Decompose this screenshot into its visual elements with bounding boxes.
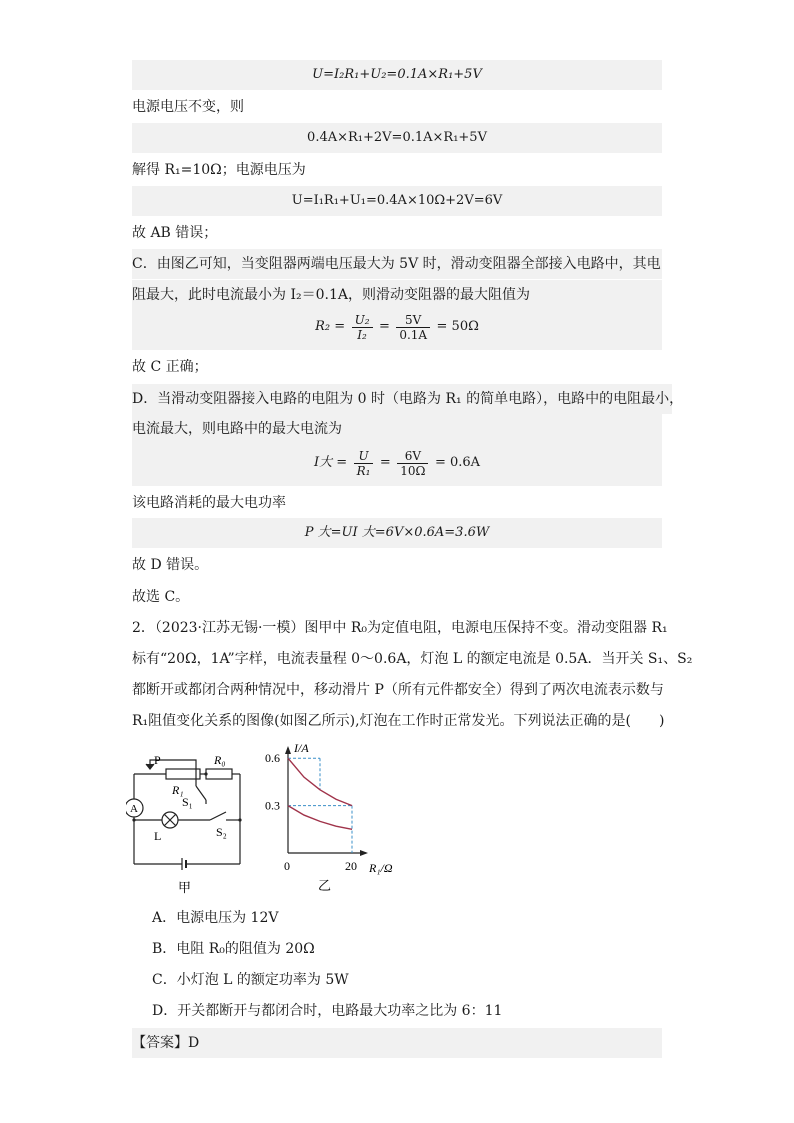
- graph-i-vs-r1: [262, 738, 408, 898]
- denominator: I₂: [357, 327, 367, 342]
- label-p: P: [154, 753, 161, 767]
- denominator: 0.1A: [399, 327, 428, 342]
- line-text: 该电路消耗的最大电功率: [132, 495, 286, 511]
- option-d: D．开关都断开与都闭合时，电路最大功率之比为 6：11: [152, 1003, 503, 1019]
- label-s1: S₁: [182, 795, 193, 809]
- line-text: 故选 C。: [132, 589, 190, 605]
- fraction-values: [396, 313, 430, 342]
- line-formula-pmax: P 大=UI 大=6V×0.6A=3.6W: [132, 518, 662, 548]
- x-axis-label: R₁/Ω: [369, 861, 393, 875]
- label-r0: R₀: [214, 753, 226, 767]
- caption-jia: 甲: [178, 880, 192, 895]
- denominator: R₁: [356, 463, 371, 478]
- line-text: D．当滑动变阻器接入电路的电阻为 0 时（电路为 R₁ 的简单电路），电路中的电阻最小，: [132, 384, 672, 414]
- option-b: B．电阻 R₀的阻值为 20Ω: [152, 941, 315, 957]
- label-s2: S₂: [216, 825, 227, 839]
- line-formula-equation: 0.4A×R₁+2V=0.1A×R₁+5V: [132, 123, 662, 153]
- equation-r2-max: [132, 304, 662, 350]
- numerator: U₂: [352, 313, 373, 328]
- line-text: 故 C 正确；: [132, 359, 208, 375]
- question-stem-line: R₁阻值变化关系的图像(如图乙所示),灯泡在工作时正常发光。下列说法正确的是( ): [132, 713, 665, 729]
- numerator: 6V: [397, 449, 428, 464]
- y-tick-label: 0.6: [265, 751, 280, 766]
- line-text: 电流最大，则电路中的最大电流为: [132, 414, 662, 444]
- circuit-diagram: [126, 740, 250, 898]
- label-r1: R₁: [172, 783, 184, 797]
- denominator: 10Ω: [400, 463, 426, 478]
- eq-lhs: I大 =: [313, 455, 348, 470]
- x-axis-arrow: [360, 850, 368, 856]
- series-curve-lower: [288, 806, 352, 830]
- line-formula-u1: U=I₁R₁+U₁=0.4A×10Ω+2V=6V: [132, 186, 662, 216]
- y-tick-label: 0.3: [265, 798, 280, 813]
- resistor-r0: [206, 769, 232, 779]
- x-tick-label: 20: [345, 859, 357, 873]
- label-ammeter: A: [130, 803, 138, 815]
- eq-lhs: R₂ =: [315, 319, 346, 334]
- eq-rhs: = 50Ω: [436, 319, 479, 334]
- eq-sign: =: [379, 455, 391, 470]
- line-text: 故 D 错误。: [132, 557, 209, 573]
- question-stem-line: 都断开或都闭合两种情况中，移动滑片 P（所有元件都安全）得到了两次电流表示数与: [132, 682, 664, 698]
- numerator: U: [354, 449, 374, 464]
- y-axis-arrow: [285, 746, 291, 754]
- line-text: 电源电压不变，则: [132, 99, 244, 115]
- option-a: A．电源电压为 12V: [152, 910, 279, 926]
- rheostat-r1: [166, 769, 200, 779]
- option-c: C．小灯泡 L 的额定功率为 5W: [152, 972, 349, 988]
- numerator: 5V: [396, 313, 430, 328]
- eq-sign: =: [378, 319, 390, 334]
- caption-yi: 乙: [318, 878, 332, 893]
- line-text: 解得 R₁=10Ω；电源电压为: [132, 162, 306, 178]
- fraction-u2-i2: [352, 313, 373, 342]
- fraction-values: [397, 449, 428, 478]
- question-stem-line: 标有“20Ω，1A”字样，电流表量程 0～0.6A，灯泡 L 的额定电流是 0.5A．当开关 S₁、S₂: [132, 651, 693, 667]
- line-text: C．由图乙可知，当变阻器两端电压最大为 5V 时，滑动变阻器全部接入电路中，其电: [132, 249, 662, 279]
- answer-line: 【答案】D: [132, 1028, 662, 1058]
- fraction-u-r1: [354, 449, 374, 478]
- line-text: 阻最大，此时电流最小为 I₂＝0.1A，则滑动变阻器的最大阻值为: [132, 280, 662, 310]
- line-formula-u2: U=I₂R₁+U₂=0.1A×R₁+5V: [132, 60, 662, 90]
- eq-rhs: = 0.6A: [434, 455, 481, 470]
- equation-imax: [132, 440, 662, 486]
- question-stem-line: 2．（2023·江苏无锡·一模）图甲中 R₀为定值电阻，电源电压保持不变。滑动变阻器 R₁: [132, 620, 668, 636]
- line-text: 故 AB 错误；: [132, 225, 218, 241]
- label-l: L: [154, 829, 162, 843]
- x-tick-label: 0: [284, 859, 290, 873]
- y-axis-label: I/A: [294, 741, 309, 755]
